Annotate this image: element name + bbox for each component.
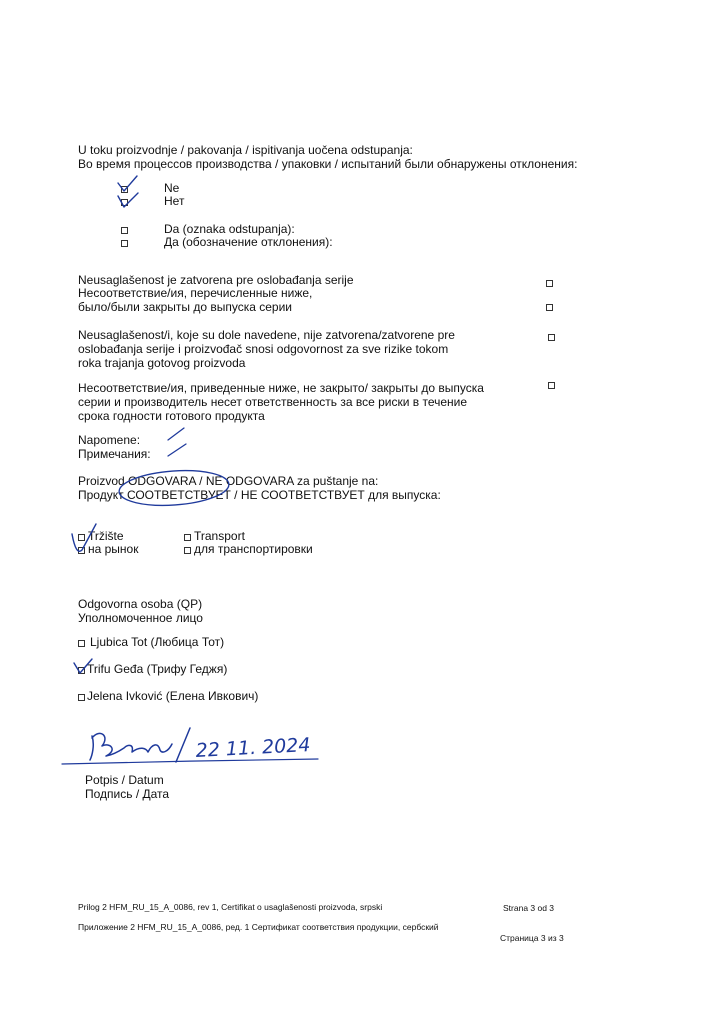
nc-open-ru-3: срока годности готового продукта (78, 409, 265, 423)
nc-closed-sr: Neusaglašenost je zatvorena pre oslobađanja serije (78, 273, 354, 287)
checkbox-yes-sr[interactable] (121, 227, 128, 234)
checkbox-qp-2[interactable] (78, 667, 85, 674)
footer-page-ru: Страница 3 из 3 (500, 933, 564, 943)
conformity-prefix-ru: Продукт (78, 488, 124, 502)
deviations-heading-sr: U toku proizvodnje / pakovanja / ispitivanja uočena odstupanja: (78, 143, 413, 157)
option-no-ru: Нет (164, 194, 185, 208)
qp-person-2: Trifu Geđa (Трифу Геджя) (87, 662, 228, 676)
qp-title-sr: Odgovorna osoba (QP) (78, 597, 203, 611)
option-yes-sr: Da (oznaka odstupanja): (164, 222, 295, 236)
checkbox-market-sr[interactable] (78, 534, 85, 541)
release-market-sr: Tržište (88, 529, 124, 543)
checkbox-nc-closed-ru[interactable] (546, 304, 553, 311)
release-transport-ru: для транспортировки (194, 542, 313, 556)
nc-open-ru-1: Несоответствие/ия, приведенные ниже, не закрыто/ закрыты до выпуска (78, 381, 484, 395)
footer-page-sr: Strana 3 od 3 (503, 903, 555, 913)
checkbox-nc-open-ru[interactable] (548, 382, 555, 389)
checkbox-nc-open-sr[interactable] (548, 334, 555, 341)
conformity-value-sr: ODGOVARA / NE ODGOVARA za puštanje na: (128, 474, 379, 488)
checkbox-qp-1[interactable] (78, 640, 85, 647)
signature-scribble-icon (90, 733, 172, 760)
nc-open-sr-3: roka trajanja gotovog proizvoda (78, 356, 246, 370)
checkbox-nc-closed-sr[interactable] (546, 280, 553, 287)
signature-label-ru: Подпись / Дата (85, 787, 170, 801)
signature-date-text: 22 11. 2024 (195, 734, 311, 762)
nc-open-sr-2: oslobađanja serije i proizvođač snosi odgovornost za sve rizike tokom (78, 342, 449, 356)
dash-stroke-icon (168, 428, 184, 440)
checkbox-no-sr[interactable] (121, 186, 128, 193)
footer-doc-ru: Приложение 2 HFM_RU_15_A_0086, ред. 1 Сертификат соответствия продукции, сербский (78, 922, 439, 932)
dash-stroke-icon (168, 444, 186, 456)
nc-open-ru-2: серии и производитель несет ответственность за все риски в течение (78, 395, 468, 409)
checkbox-market-ru[interactable] (78, 547, 85, 554)
signature-label-sr: Potpis / Datum (85, 773, 164, 787)
nc-closed-ru-1: Несоответствие/ия, перечисленные ниже, (78, 286, 313, 300)
footer-doc-sr: Prilog 2 HFM_RU_15_A_0086, rev 1, Certifikat o usaglašenosti proizvoda, srpski (78, 902, 383, 912)
deviations-heading-ru: Во время процессов производства / упаковки / испытаний были обнаружены отклонения: (78, 157, 578, 171)
nc-closed-ru-2: было/были закрыты до выпуска серии (78, 300, 293, 314)
checkbox-yes-ru[interactable] (121, 240, 128, 247)
nc-open-sr-1: Neusaglašenost/i, koje su dole navedene, nije zatvorena/zatvorene pre (78, 328, 455, 342)
notes-label-sr: Napomene: (78, 433, 141, 447)
conformity-ru (78, 488, 441, 502)
signature-slash-icon (176, 728, 190, 762)
conformity-sr (78, 474, 378, 488)
notes-label-ru: Примечания: (78, 447, 151, 461)
conformity-value-ru: СООТВЕТСТВУЕТ / НЕ СООТВЕТСТВУЕТ для выпуска: (126, 488, 441, 502)
option-yes-ru: Да (обозначение отклонения): (164, 235, 333, 249)
conformity-prefix-sr: Proizvod (78, 474, 125, 488)
qp-title-ru: Уполномоченное лицо (78, 611, 203, 625)
checkbox-transport-sr[interactable] (184, 534, 191, 541)
signature-underline-icon (62, 759, 318, 764)
checkbox-transport-ru[interactable] (184, 547, 191, 554)
qp-person-1: Ljubica Tot (Любица Тот) (90, 635, 225, 649)
option-no-sr: Ne (164, 181, 180, 195)
checkbox-qp-3[interactable] (78, 694, 85, 701)
qp-person-3: Jelena Ivković (Елена Ивкович) (87, 689, 259, 703)
release-transport-sr: Transport (194, 529, 245, 543)
checkbox-no-ru[interactable] (121, 199, 128, 206)
release-market-ru: на рынок (88, 542, 139, 556)
